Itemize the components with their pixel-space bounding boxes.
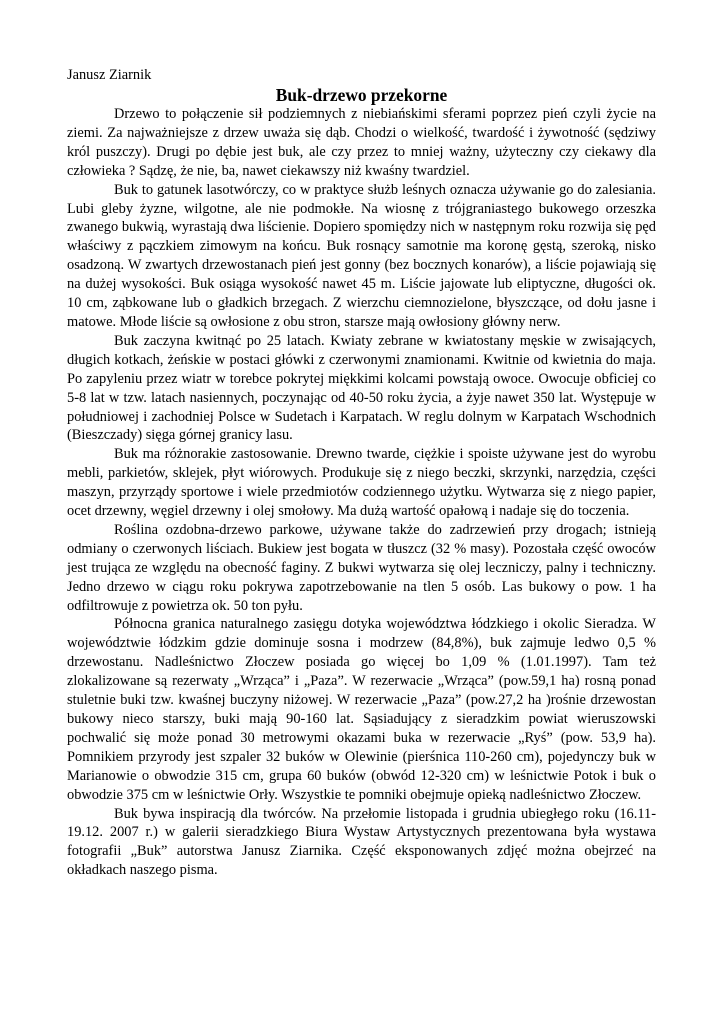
paragraph-intro: Drzewo to połączenie sił podziemnych z niebiańskimi sferami poprzez pień czyli życie na ziemi. Za najważniejsze z drzew uważa się dąb. Chodzi o wielkość, twardość i żywotność (sędziwy król puszczy). Drugi po dębie jest buk, ale czy przez to mniej ważny, użyteczny czy ciekawy dla człowieka ? Sądzę, że nie, ba, nawet ciekawszy niż kwaśny twardziel. (67, 106, 656, 179)
paragraph-uses: Buk ma różnorakie zastosowanie. Drewno twarde, ciężkie i spoiste używane jest do wyrobu mebli, parkietów, sklejek, płyt wiórowych. Produkuje się z niego beczki, skrzynki, narzędzia, części maszyn, przyrządy sportowe i wiele przedmiotów codziennego użytku. Wytwarza się z niego papier, ocet drzewny, węgiel drzewny i olej smołowy. Ma dużą wartość opałową i nadaje się do toczenia. (67, 446, 656, 520)
paragraph-description: Buk to gatunek lasotwórczy, co w praktyce służb leśnych oznacza używanie go do zalesiania. Lubi gleby żyzne, wilgotne, ale nie podmokłe. Na wiosnę z trójgraniastego bukowego orzeszka zwanego bukwią, wyrastają dwa liścienie. Dopiero spomiędzy nich w następnym roku rozwija się pęd właściwy z pączkiem zimowym na końcu. Buk rosnący samotnie ma koronę gęstą, szeroką, nisko osadzoną. W zwartych drzewostanach pień jest gonny (bez bocznych konarów), a liście pojawiają się na dużej wysokości. Buk osiąga wysokość nawet 45 m. Liście jajowate lub eliptyczne, długości ok. 10 cm, ząbkowane lub o gładkich brzegach. Z wierzchu ciemnozielone, błyszczące, od dołu jasne i matowe. Młode liście są owłosione z obu stron, starsze mają owłosiony główny nerw. (67, 181, 656, 330)
paragraph-flowering: Buk zaczyna kwitnąć po 25 latach. Kwiaty zebrane w kwiatostany męskie w zwisających, długich kotkach, żeńskie w postaci główki z czerwonymi znamionami. Kwitnie od kwietnia do maja. Po zapyleniu przez wiatr w torebce pokrytej miękkimi kolcami powstają owoce. Owocuje obficiej co 5-8 lat w tzw. latach nasiennych, poczynając od 40-50 roku życia, a żyje nawet 350 lat. Występuje w południowej i zachodniej Polsce w Sudetach i Karpatach. W reglu dolnym w Karpatach Wschodnich (Bieszczady) sięga górnej granicy lasu. (67, 332, 656, 444)
document-page (67, 66, 656, 880)
article-title: Buk-drzewo przekorne (275, 85, 448, 105)
paragraph-ornamental: Roślina ozdobna-drzewo parkowe, używane także do zadrzewień przy drogach; istnieją odmiany o czerwonych liściach. Bukiew jest bogata w tłuszcz (32 % masy). Pozostała część owoców jest trująca ze względu na obecność faginy. Z bukwi wytwarza się olej leczniczy, palny i techniczny. Jedno drzewo w ciągu roku pokrywa zapotrzebowanie na tlen 5 osób. Las bukowy o pow. 1 ha odfiltrowuje z powietrza ok. 50 ton pyłu. (67, 521, 656, 614)
paragraph-inspiration: Buk bywa inspiracją dla twórców. Na przełomie listopada i grudnia ubiegłego roku (16.11-19.12. 2007 r.) w galerii sieradzkiego Biura Wystaw Artystycznych prezentowana była wystawa fotografii „Buk” autorstwa Janusz Ziarnika. Część eksponowanych zdjęć można obejrzeć na okładkach naszego pisma. (67, 805, 656, 879)
author-name: Janusz Ziarnik (67, 67, 152, 83)
paragraph-range: Północna granica naturalnego zasięgu dotyka województwa łódzkiego i okolic Sieradza. W województwie łódzkim gdzie dominuje sosna i modrzew (84,8%), buk zajmuje ledwo 0,5 % drzewostanu. Nadleśnictwo Złoczew posiada go więcej bo 1,09 % (1.01.1997). Tam też zlokalizowane są rezerwaty „Wrząca” i „Paza”. W rezerwacie „Wrząca” (pow.59,1 ha) rosną ponad stuletnie buki tzw. kwaśnej buczyny niżowej. W rezerwacie „Paza” (pow.27,2 ha )rośnie drzewostan bukowy nieco starszy, buki mają 90-160 lat. Sąsiadujący z sieradzkim powiat wieruszowski pochwalić się może ponad 30 metrowymi okazami buka w rezerwacie „Ryś” (pow. 53,9 ha). Pomnikiem przyrody jest szpaler 32 buków w Olewinie (pierśnica 110-260 cm), pojedynczy buk w Marianowie o obwodzie 315 cm, grupa 60 buków (obwód 12-320 cm) w leśnictwie Potok i buk o obwodzie 375 cm w leśnictwie Orły. Wszystkie te pomniki obejmuje opieką nadleśnictwo Złoczew. (67, 616, 656, 803)
